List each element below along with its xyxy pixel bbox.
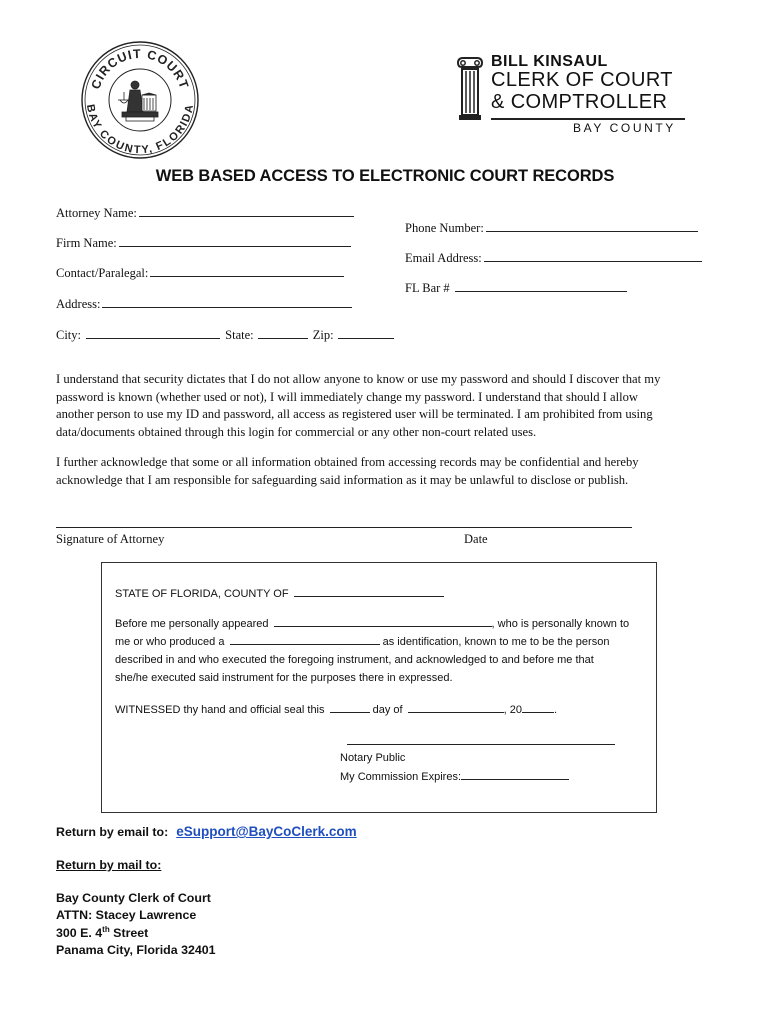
logo-line-comptroller: & COMPTROLLER bbox=[491, 91, 668, 113]
street-number: 300 E. 4 bbox=[56, 926, 103, 941]
fl-bar-line[interactable] bbox=[455, 280, 627, 292]
contact-paralegal-line[interactable] bbox=[150, 265, 344, 277]
mail-address-line-2: ATTN: Stacey Lawrence bbox=[56, 908, 197, 922]
column-icon bbox=[455, 57, 485, 121]
zip-line[interactable] bbox=[338, 327, 394, 339]
mail-address-line-1: Bay County Clerk of Court bbox=[56, 891, 211, 905]
fl-bar-field[interactable] bbox=[405, 280, 627, 296]
street-ordinal: th bbox=[102, 925, 110, 934]
return-mail-label: Return by mail to: bbox=[56, 858, 162, 872]
return-email-label: Return by email to: bbox=[56, 825, 169, 839]
notary-commission-line bbox=[340, 768, 569, 786]
notary-appeared-line bbox=[115, 615, 629, 633]
seal-top-text: CIRCUIT COURT bbox=[88, 46, 192, 92]
seal-bottom-text: BAY COUNTY, FLORIDA bbox=[83, 103, 197, 157]
notary-box bbox=[101, 562, 657, 813]
clerk-name: BILL KINSAUL bbox=[491, 53, 608, 70]
email-address-field[interactable] bbox=[405, 250, 702, 266]
firm-name-line[interactable] bbox=[119, 235, 351, 247]
date-label: Date bbox=[464, 532, 488, 546]
notary-state-label: STATE OF FLORIDA, COUNTY OF bbox=[115, 588, 289, 600]
commission-expiry-line[interactable] bbox=[461, 769, 569, 780]
paragraph-line: I further acknowledge that some or all information obtained from accessing records may be confidential and hereby bbox=[56, 455, 639, 469]
paragraph-line: data/documents obtained through this login for commercial or any other non-court related uses. bbox=[56, 424, 537, 439]
witnessed-label: WITNESSED thy hand and official seal this bbox=[115, 704, 325, 716]
known-label: , who is personally known to bbox=[491, 618, 630, 630]
security-paragraph bbox=[56, 371, 716, 441]
address-label: Address: bbox=[56, 297, 101, 311]
signature-line[interactable] bbox=[56, 527, 632, 528]
logo-county: BAY COUNTY bbox=[573, 121, 676, 135]
mail-address-line-3 bbox=[56, 925, 148, 940]
signature-of-attorney-label: Signature of Attorney bbox=[56, 532, 165, 546]
phone-number-label: Phone Number: bbox=[405, 221, 484, 235]
support-email-link[interactable]: eSupport@BayCoClerk.com bbox=[176, 824, 357, 839]
produced-label: me or who produced a bbox=[115, 636, 225, 648]
notary-described-line: described in and who executed the foregoing instrument, and acknowledged to and before me that bbox=[115, 654, 594, 666]
phone-number-line[interactable] bbox=[486, 220, 698, 232]
state-line[interactable] bbox=[258, 327, 308, 339]
firm-name-label: Firm Name: bbox=[56, 236, 117, 250]
contact-paralegal-field[interactable] bbox=[56, 265, 344, 281]
fl-bar-label: FL Bar # bbox=[405, 281, 450, 295]
clerk-logo bbox=[455, 55, 695, 140]
notary-executed-line: she/he executed said instrument for the purposes there in expressed. bbox=[115, 672, 453, 684]
witnessed-month-line[interactable] bbox=[408, 702, 504, 713]
notary-public-label: Notary Public bbox=[340, 752, 406, 764]
attorney-name-label: Attorney Name: bbox=[56, 206, 137, 220]
logo-line-clerk: CLERK OF COURT bbox=[491, 69, 673, 91]
appeared-label: Before me personally appeared bbox=[115, 618, 269, 630]
paragraph-line: I understand that security dictates that I do not allow anyone to know or use my password and should I discover that my bbox=[56, 372, 661, 386]
email-address-label: Email Address: bbox=[405, 251, 482, 265]
paragraph-line: acknowledge that I am responsible for safeguarding said information as it may be unlawful to disclose or publish. bbox=[56, 472, 629, 487]
city-state-zip-row bbox=[56, 327, 394, 343]
county-line[interactable] bbox=[294, 586, 444, 597]
attorney-name-line[interactable] bbox=[139, 205, 354, 217]
identification-line[interactable] bbox=[230, 634, 380, 645]
state-label: State: bbox=[225, 328, 254, 342]
commission-label: My Commission Expires: bbox=[340, 771, 462, 783]
day-of-label: day of bbox=[372, 704, 403, 716]
street-suffix: Street bbox=[109, 926, 149, 941]
witnessed-year-line[interactable] bbox=[522, 702, 554, 713]
page-title: WEB BASED ACCESS TO ELECTRONIC COURT RECORDS bbox=[155, 167, 615, 185]
period: . bbox=[554, 704, 558, 716]
year-prefix-label: , 20 bbox=[503, 704, 523, 716]
city-line[interactable] bbox=[86, 327, 220, 339]
logo-divider bbox=[491, 118, 685, 120]
identification-label: as identification, known to me to be the person bbox=[382, 636, 610, 648]
acknowledgement-paragraph bbox=[56, 454, 716, 489]
circuit-court-seal bbox=[80, 40, 200, 160]
return-by-email-row bbox=[56, 824, 357, 839]
zip-label: Zip: bbox=[312, 328, 334, 342]
email-address-line[interactable] bbox=[484, 250, 702, 262]
notary-witnessed-line bbox=[115, 701, 557, 719]
firm-name-field[interactable] bbox=[56, 235, 351, 251]
witnessed-day-line[interactable] bbox=[330, 702, 370, 713]
notary-produced-line bbox=[115, 633, 609, 651]
city-label: City: bbox=[56, 328, 82, 342]
address-line[interactable] bbox=[102, 296, 352, 308]
attorney-name-field[interactable] bbox=[56, 205, 354, 221]
paragraph-line: another person to use my ID and password, all access as registered user will be terminated. I am prohibited from using bbox=[56, 407, 653, 421]
mail-address-line-4: Panama City, Florida 32401 bbox=[56, 943, 216, 957]
phone-number-field[interactable] bbox=[405, 220, 698, 236]
contact-paralegal-label: Contact/Paralegal: bbox=[56, 266, 149, 280]
address-field[interactable] bbox=[56, 296, 352, 312]
appeared-name-line[interactable] bbox=[274, 616, 492, 627]
notary-state-line bbox=[115, 585, 444, 603]
paragraph-line: password is known (whether used or not), I will immediately change my password. I understand that should I allow bbox=[56, 389, 638, 404]
notary-signature-line[interactable] bbox=[347, 744, 615, 745]
